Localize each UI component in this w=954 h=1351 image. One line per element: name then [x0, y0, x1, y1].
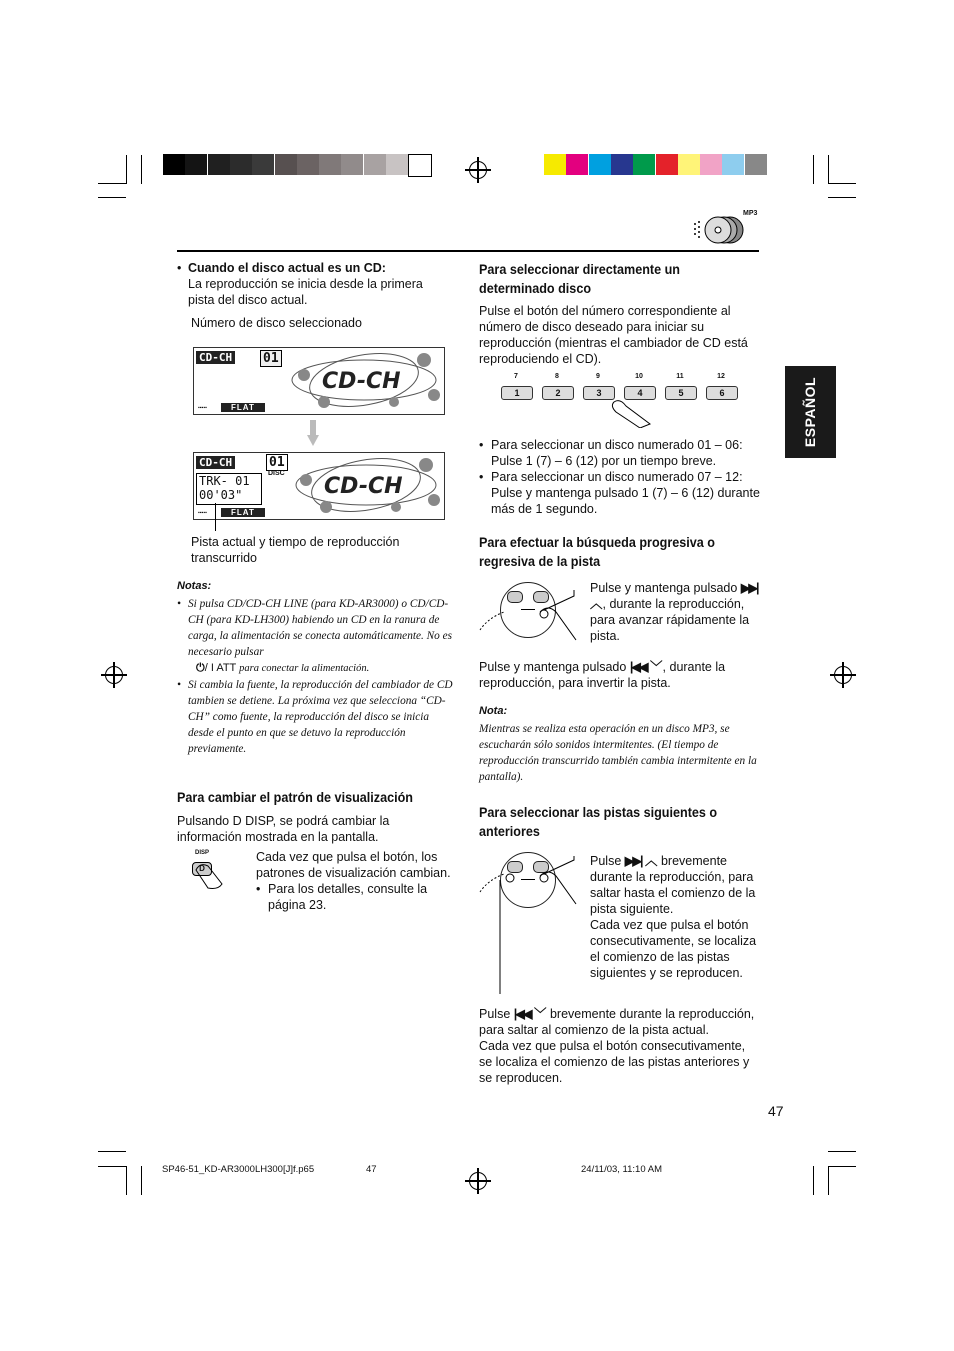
number-button-4[interactable]: 4 [624, 386, 656, 400]
language-tab-label: ESPAÑOL [802, 376, 819, 448]
up-chevron-icon: ︿ [590, 597, 603, 611]
crop-mark [98, 1166, 126, 1167]
process-color-swatch [544, 154, 566, 175]
process-color-swatch [589, 154, 611, 175]
note-att-suffix: para conectar la alimentación. [239, 663, 370, 674]
lcd-dots-icon: ▪▪▪▪▪ [198, 405, 207, 411]
number-button-alt-label: 12 [717, 373, 725, 380]
rev-text-b: , durante la reproducción, para invertir la pista. [479, 660, 726, 690]
mp3-label: MP3 [743, 210, 758, 217]
disc-select-bullet-1: • Para seleccionar un disco numerado 01 – 06: Pulse 1 (7) – 6 (12) por un tiempo breve. [479, 437, 761, 469]
note-title: Nota: [479, 705, 508, 717]
fwd-text-b: , durante la reproducción, para avanzar rápidamente la pista. [590, 597, 750, 643]
fwd-text-a: Pulse y mantenga pulsado [590, 581, 738, 595]
crop-mark [141, 1166, 142, 1195]
lcd-display-track [193, 452, 445, 520]
disc-select-bullets [479, 437, 761, 517]
lcd-track-box [196, 473, 262, 505]
finger-icon [610, 398, 654, 433]
disc-select-bullet-2: • Para seleccionar un disco numerado 07 – 12: Pulse y mantenga pulsado 1 (7) – 6 (12) durante más de 1 segundo. [479, 469, 761, 517]
lcd-display-disc [193, 347, 445, 415]
number-button-6[interactable]: 6 [706, 386, 738, 400]
next-text-b: brevemente durante la reproducción, para saltar hasta el comienzo de la pista siguiente. [590, 854, 756, 916]
gray-swatch [163, 154, 185, 175]
number-button-alt-label: 8 [555, 373, 559, 380]
gray-swatch [230, 154, 252, 175]
process-color-swatch [722, 154, 744, 175]
up-chevron-icon: ︿ [644, 854, 658, 868]
disp-button-face: D [192, 862, 212, 876]
down-chevron-icon: ﹀ [533, 1007, 547, 1021]
top-rule [177, 250, 759, 252]
lcd-source-tag: CD-CH [196, 351, 235, 364]
fast-forward-text [590, 580, 762, 644]
lcd-flat-indicator: FLAT [221, 508, 265, 517]
number-button-alt-label: 7 [514, 373, 518, 380]
disp-button-top-label: DISP [195, 850, 210, 856]
mp3-disc-icon [690, 210, 760, 246]
power-icon: ⏻ [196, 662, 205, 674]
process-color-swatch [700, 154, 722, 175]
notes-list: • Si pulsa CD/CD-CH LINE (para KD-AR3000) o CD/CD-CH (para KD-LH300) habiendo un CD en la ranura de carga, la alimentación se conecta automáticamente. No es necesario pulsar ⏻/ I ATT para conectar la alimentación. • Si cambia la fuente, la reproducción del cambiador de CD tambien se detiene. La próxima vez que selecciona “CD-CH” como fuente, la reproducción del disco se inicia desde el punto en que se detuvo la reproducción previamente. [177, 598, 453, 755]
process-color-swatch [611, 154, 633, 175]
disp-button-icon [192, 850, 226, 890]
gray-swatch [408, 154, 432, 177]
prev-track-icon: |◀◀ [513, 1007, 531, 1021]
lcd-disc-number: 01 [260, 350, 282, 367]
lcd-source-tag: CD-CH [196, 456, 235, 469]
crop-mark [98, 183, 126, 184]
next-track-text [590, 853, 762, 981]
display-text-2: Cada vez que pulsa el botón, los patrones de visualización cambian. [256, 850, 451, 880]
prev-text-c: Cada vez que pulsa el botón consecutivamente, se localiza el comienzo de las pistas anteriores y se reproducen. [479, 1039, 750, 1085]
crop-mark [126, 1166, 127, 1195]
footer-date: 24/11/03, 11:10 AM [581, 1164, 662, 1175]
gray-swatch [297, 154, 319, 175]
crop-mark [828, 1166, 829, 1195]
gray-swatch [386, 154, 408, 175]
next-track-icon: ▶▶| [740, 581, 758, 595]
lcd-flat-indicator: FLAT [221, 403, 265, 412]
lcd-dots-icon: ▪▪▪▪▪ [198, 510, 207, 516]
next-track-icon: ▶▶| [624, 854, 642, 868]
callout-line [215, 503, 216, 531]
gray-swatch [185, 154, 207, 175]
cd-ch-logo-graphic [284, 350, 442, 412]
crop-mark [813, 155, 814, 184]
lcd-disc-number: 01 [266, 454, 288, 471]
footer-file: SP46-51_KD-AR3000LH300[J]f.p65 [162, 1164, 315, 1175]
gray-swatch [208, 154, 230, 175]
number-button-2[interactable]: 2 [542, 386, 574, 400]
prev-track-icon: |◀◀ [629, 660, 647, 674]
caption-disc-number: Número de disco seleccionado [191, 316, 362, 330]
next-text-c: Cada vez que pulsa el botón consecutivamente, se localiza el comienzo de las pistas siguientes y se reproducen. [590, 918, 757, 980]
number-button-alt-label: 9 [596, 373, 600, 380]
display-bullet: • Para los detalles, consulte la página 23. [256, 881, 461, 913]
crop-mark [126, 155, 127, 184]
number-button-alt-label: 11 [676, 373, 684, 380]
next-prev-heading: Para seleccionar las pistas siguientes o anteriores [479, 804, 718, 839]
process-color-swatch [633, 154, 655, 175]
registration-mark-icon [469, 1172, 487, 1190]
display-text: Pulsando D DISP, se podrá cambiar la información mostrada en la pantalla. [177, 814, 390, 844]
prev-text-a: Pulse [479, 1007, 511, 1021]
note-2: Si cambia la fuente, la reproducción del cambiador de CD tambien se detiene. La próxima vez que selecciona “CD-CH” como fuente, la reproducción del disco se inicia desde el punto en que se detuvo la reproducción previamente. [188, 679, 453, 755]
crop-mark [98, 1151, 126, 1152]
caption-track-time: Pista actual y tiempo de reproducción transcurrido [191, 535, 400, 565]
note-1: Si pulsa CD/CD-CH LINE (para KD-AR3000) o CD/CD-CH (para KD-LH300) habiendo un CD en la ranura de carga, la alimentación se conecta automáticamente. No es necesario pulsar [188, 598, 453, 658]
crop-mark [828, 1151, 856, 1152]
finger-press-icon [478, 590, 588, 650]
down-arrow-icon [307, 420, 319, 451]
registration-mark-icon [469, 161, 487, 179]
crop-mark [813, 1166, 814, 1195]
reverse-text [479, 659, 761, 691]
lcd-disc-label: DISC [268, 470, 285, 477]
lcd-logo-text: CD-CH [322, 369, 401, 394]
gray-swatch [319, 154, 341, 175]
gray-swatch [341, 154, 363, 175]
display-heading: Para cambiar el patrón de visualización [177, 789, 413, 805]
process-color-swatch [745, 154, 767, 175]
number-button-5[interactable]: 5 [665, 386, 697, 400]
lcd-time-line: 00'03" [199, 488, 243, 502]
cd-bullet-title: Cuando el disco actual es un CD: [188, 261, 386, 275]
process-color-swatch [678, 154, 700, 175]
prev-track-text [479, 1006, 761, 1086]
display-detail [256, 849, 461, 913]
cd-ch-logo-graphic [286, 455, 442, 517]
crop-mark [828, 183, 856, 184]
crop-mark [141, 155, 142, 184]
cd-bullet-text: La reproducción se inicia desde la primera pista del disco actual. [188, 277, 423, 307]
registration-mark-icon [105, 666, 123, 684]
direct-disc-heading: Para seleccionar directamente un determinado disco [479, 261, 680, 296]
finger-press-icon [478, 856, 588, 996]
prev-text-b: brevemente durante la reproducción, para saltar al comienzo de la pista actual. [479, 1007, 755, 1037]
crop-mark [98, 197, 126, 198]
crop-mark [828, 155, 829, 184]
lcd-logo-text: CD-CH [324, 474, 403, 499]
crop-mark [828, 197, 856, 198]
footer-page: 47 [366, 1164, 377, 1175]
search-heading: Para efectuar la búsqueda progresiva o regresiva de la pista [479, 534, 715, 569]
cd-bullet: • Cuando el disco actual es un CD: La reproducción se inicia desde la primera pista del disco actual. [177, 260, 447, 308]
next-text-a: Pulse [590, 854, 622, 868]
gray-swatch [275, 154, 297, 175]
number-button-alt-label: 10 [635, 373, 643, 380]
down-chevron-icon: ﹀ [650, 660, 663, 674]
lcd-track-line: TRK- 01 [199, 474, 250, 488]
gray-swatch [364, 154, 386, 175]
number-button-3[interactable]: 3 [583, 386, 615, 400]
notes-title: Notas: [177, 580, 212, 592]
att-button-label: / I ATT [204, 662, 237, 674]
gray-swatch [252, 154, 274, 175]
page-number: 47 [768, 1103, 784, 1119]
language-tab [785, 366, 836, 458]
process-color-swatch [566, 154, 588, 175]
registration-mark-icon [834, 666, 852, 684]
crop-mark [828, 1166, 856, 1167]
process-color-swatch [656, 154, 678, 175]
direct-disc-text: Pulse el botón del número correspondiente al número de disco deseado para iniciar su reproducción (mientras el cambiador de CD está reproduciendo el CD). [479, 304, 748, 366]
number-button-1[interactable]: 1 [501, 386, 533, 400]
rev-text-a: Pulse y mantenga pulsado [479, 660, 627, 674]
note-text: Mientras se realiza esta operación en un disco MP3, se escucharán sólo sonidos intermitentes. (El tiempo de reproducción transcurrido también cambia intermitente en la pantalla). [479, 723, 757, 783]
